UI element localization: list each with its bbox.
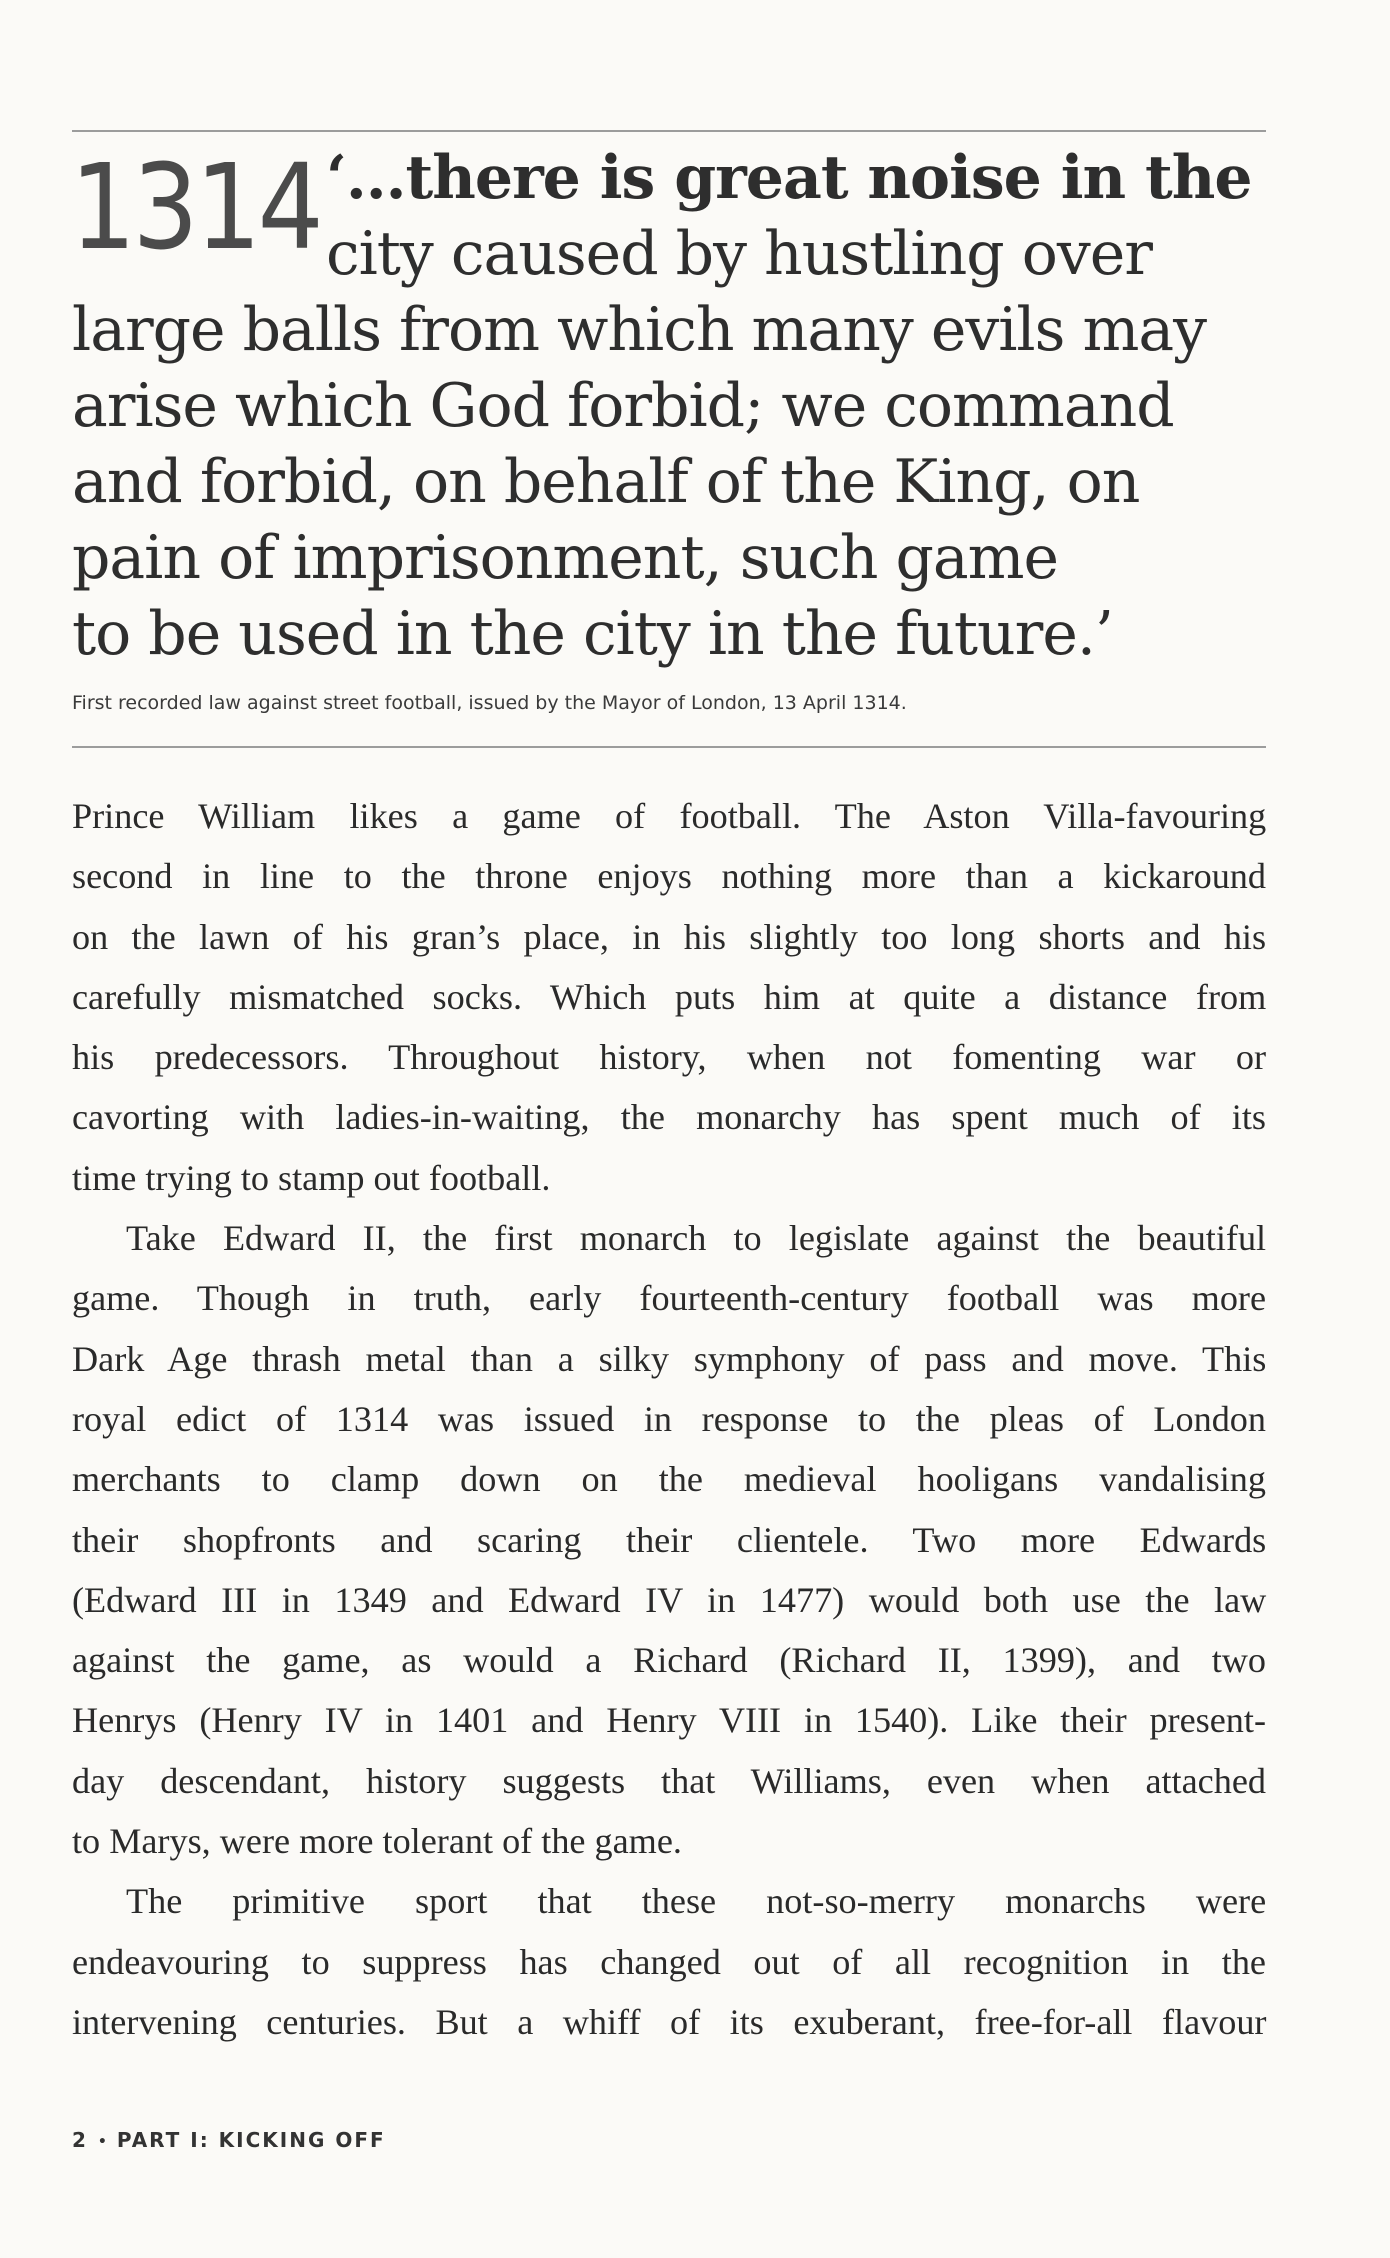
- quote-line: city caused by hustling over: [326, 219, 1152, 289]
- quote-line: to be used in the city in the future.’: [72, 599, 1114, 669]
- quote-line: and forbid, on behalf of the King, on: [72, 447, 1140, 517]
- quote-line: large balls from which many evils may: [72, 295, 1207, 365]
- body-line: on the lawn of his gran’s place, in his slightly too long shorts and his: [72, 916, 1267, 957]
- quote-line: pain of imprisonment, such game: [72, 523, 1059, 593]
- page-footer: [72, 2128, 386, 2152]
- body-line: The primitive sport that these not-so-merry monarchs were: [126, 1881, 1267, 1922]
- body-line: second in line to the throne enjoys nothing more than a kickaround: [72, 856, 1266, 897]
- epigraph-quote: [72, 140, 1266, 672]
- body-line: his predecessors. Throughout history, when not fomenting war or: [72, 1037, 1266, 1078]
- footer-separator: •: [97, 2133, 107, 2150]
- body-line: their shopfronts and scaring their clientele. Two more Edwards: [72, 1519, 1267, 1560]
- body-line: time trying to stamp out football.: [72, 1157, 551, 1198]
- body-line: Take Edward II, the first monarch to legislate against the beautiful: [126, 1218, 1267, 1259]
- bottom-rule: [72, 746, 1266, 748]
- body-line: merchants to clamp down on the medieval hooligans vandalising: [72, 1459, 1266, 1500]
- quote-attribution: First recorded law against street football, issued by the Mayor of London, 13 April 1314.: [72, 692, 907, 714]
- body-line: endeavouring to suppress has changed out of all recognition in the: [72, 1941, 1266, 1982]
- body-line: against the game, as would a Richard (Richard II, 1399), and two: [72, 1640, 1266, 1681]
- body-text: [72, 786, 1266, 2052]
- body-line: Henrys (Henry IV in 1401 and Henry VIII in 1540). Like their present-: [72, 1700, 1266, 1741]
- body-line: carefully mismatched socks. Which puts him at quite a distance from: [72, 976, 1267, 1017]
- body-line: game. Though in truth, early fourteenth-century football was more: [72, 1278, 1267, 1319]
- body-line: intervening centuries. But a whiff of its exuberant, free-for-all flavour: [72, 2001, 1267, 2042]
- body-line: (Edward III in 1349 and Edward IV in 1477) would both use the law: [72, 1579, 1267, 1620]
- body-line: Dark Age thrash metal than a silky symphony of pass and move. This: [72, 1338, 1267, 1379]
- body-line: to Marys, were more tolerant of the game.: [72, 1821, 682, 1862]
- body-line: royal edict of 1314 was issued in response to the pleas of London: [72, 1398, 1266, 1439]
- section-title: PART I: KICKING OFF: [116, 2128, 386, 2152]
- quote-line: arise which God forbid; we command: [72, 371, 1174, 441]
- top-rule: [72, 130, 1266, 132]
- body-line: Prince William likes a game of football. The Aston Villa-favouring: [72, 796, 1267, 836]
- page-number: 2: [72, 2128, 88, 2152]
- quote-line: ‘...there is great noise in the: [326, 143, 1252, 213]
- body-line: day descendant, history suggests that Williams, even when attached: [72, 1760, 1266, 1801]
- year-heading: 1314: [70, 138, 321, 276]
- body-line: cavorting with ladies-in-waiting, the monarchy has spent much of its: [72, 1097, 1266, 1138]
